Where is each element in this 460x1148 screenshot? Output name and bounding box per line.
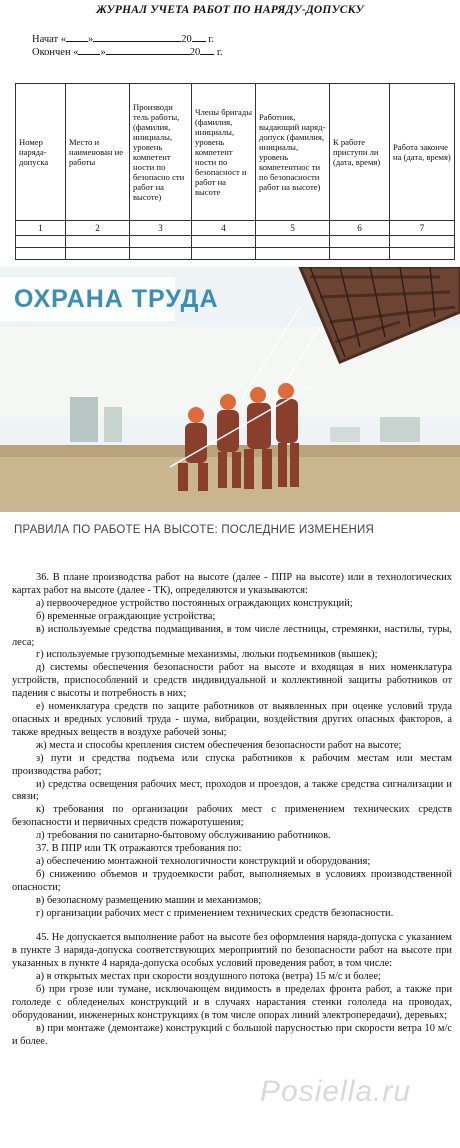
banner-caption: ПРАВИЛА ПО РАБОТЕ НА ВЫСОТЕ: ПОСЛЕДНИЕ ИЗМЕНЕНИЯ <box>14 524 375 536</box>
watermark: Posiella.ru <box>260 1075 412 1108</box>
header-cell: Члены бригады (фамилия, инициалы, уровень компетент ности по безопасност и работ на высоте <box>192 84 256 221</box>
table-row <box>16 236 455 248</box>
work-log-table <box>15 83 455 260</box>
column-number: 2 <box>66 221 130 236</box>
end-year: 20 <box>189 47 201 58</box>
header-cell: К работе приступи ли (дата, время) <box>330 84 390 221</box>
end-end: г. <box>216 47 223 58</box>
journal-title: ЖУРНАЛ УЧЕТА РАБОТ ПО НАРЯДУ-ДОПУСКУ <box>96 4 364 16</box>
list-item: в) используемые средства подмащивания, в том числе лестницы, стремянки, настилы, туры, леса; <box>12 623 452 648</box>
start-month-blank <box>93 32 181 42</box>
paragraph: 36. В плане производства работ на высоте (далее - ППР на высоте) или в технологических картах работ на высоте (далее - ТК), определяются и указываются: <box>12 572 452 596</box>
list-item: к) требования по организации рабочих мест с применением технических средств безопасности и первичных средств пожаротушения; <box>12 804 452 829</box>
header-cell: Место и наименован ие работы <box>66 84 130 221</box>
list-item: а) обеспечению монтажной технологичности конструкций и оборудования; <box>36 855 371 867</box>
column-number: 3 <box>130 221 192 236</box>
end-year-blank <box>200 45 214 55</box>
paragraph: 45. Не допускается выполнение работ на высоте без оформления наряда-допуска с указанием в пункте 3 наряда-допуска соответствующих мероприятий по безопасности работ на высоте при указанных в пункте 4 наряда-допуска особых условий проведения работ, в том числе: <box>12 932 452 970</box>
start-year-blank <box>192 32 206 42</box>
list-item: а) первоочередное устройство постоянных ограждающих конструкций; <box>36 597 353 609</box>
start-year: 20 <box>181 34 192 45</box>
table-header-row <box>16 84 455 221</box>
end-label: Окончен « <box>32 47 79 58</box>
list-item: в) при монтаже (демонтаже) конструкций с большой парусностью при скорости ветра 10 м/с и более. <box>12 1022 452 1047</box>
column-number: 7 <box>390 221 455 236</box>
list-item: и) средства освещения рабочих мест, проходов и проездов, а также средства сигнализации и связи; <box>12 778 452 803</box>
list-item: з) пути и средства подъема или спуска работников к рабочим местам или местам производства работ; <box>12 752 452 777</box>
column-number-row <box>16 221 455 236</box>
column-number: 1 <box>16 221 66 236</box>
list-item: е) номенклатура средств по защите работников от выявленных при оценке условий труда опасных и вредных условий труда - шума, вибрации, воздействия других опасных факторов, а также вредных веществ в воздухе рабочей зоны; <box>12 701 452 738</box>
list-item: б) временные ограждающие устройства; <box>36 610 216 622</box>
banner-title: ОХРАНА ТРУДА <box>14 285 219 313</box>
start-day-blank <box>66 32 88 42</box>
end-month-blank <box>106 45 190 55</box>
paragraph: 37. В ППР или ТК отражаются требования по: <box>36 843 242 855</box>
start-end: г. <box>208 34 215 45</box>
start-label: Начат « <box>32 34 66 45</box>
header-cell: Работник, выдающий наряд-допуск (фамилия, инициалы, уровень компетентнос ти по безопасности работ на высоте) <box>256 84 330 221</box>
start-date-line <box>32 32 214 45</box>
list-item: б) снижению объемов и трудоемкости работ, выполняемых в условиях производственной опасности; <box>12 868 452 893</box>
list-item: г) организации рабочих мест с применением технических средств безопасности. <box>36 907 394 919</box>
column-number: 5 <box>256 221 330 236</box>
column-number: 4 <box>192 221 256 236</box>
header-cell: Работа законче на (дата, время) <box>390 84 455 221</box>
list-item: л) требования по санитарно-бытовому обслуживанию работников. <box>36 830 331 842</box>
list-item: а) в открытых местах при скорости воздушного потока (ветра) 15 м/с и более; <box>36 971 381 983</box>
header-cell: Номер наряда-допуска <box>16 84 66 221</box>
header-cell: Производи тель работы, (фамилия, инициалы, уровень компетент ности по безопасно сти работ на высоте) <box>130 84 192 221</box>
list-item: ж) места и способы крепления систем обеспечения безопасности работ на высоте; <box>36 739 402 751</box>
end-date-line <box>32 45 223 58</box>
safety-banner <box>0 267 460 567</box>
start-mid: » <box>87 34 94 45</box>
regulation-text <box>12 572 452 1049</box>
column-number: 6 <box>330 221 390 236</box>
list-item: в) безопасному размещению машин и механизмов; <box>36 894 262 906</box>
list-item: г) используемые грузоподъемные механизмы, люльки подъемников (вышек); <box>36 649 378 661</box>
end-mid: » <box>100 47 106 58</box>
list-item: б) при грозе или тумане, исключающем видимость в пределах фронта работ, а также при гололеде с обледенелых конструкций и в случаях нарастания стенки гололеда на проводах, оборудовании, инженерных конструкциях (в том числе опорах линий электропередачи), деревьях; <box>12 984 452 1021</box>
table-row <box>16 248 455 260</box>
list-item: д) системы обеспечения безопасности работ на высоте и входящая в них номенклатура устройств, приспособлений и средств индивидуальной и коллективной защиты работников от падения с высоты и потребность в них; <box>12 662 452 700</box>
end-day-blank <box>78 45 100 55</box>
